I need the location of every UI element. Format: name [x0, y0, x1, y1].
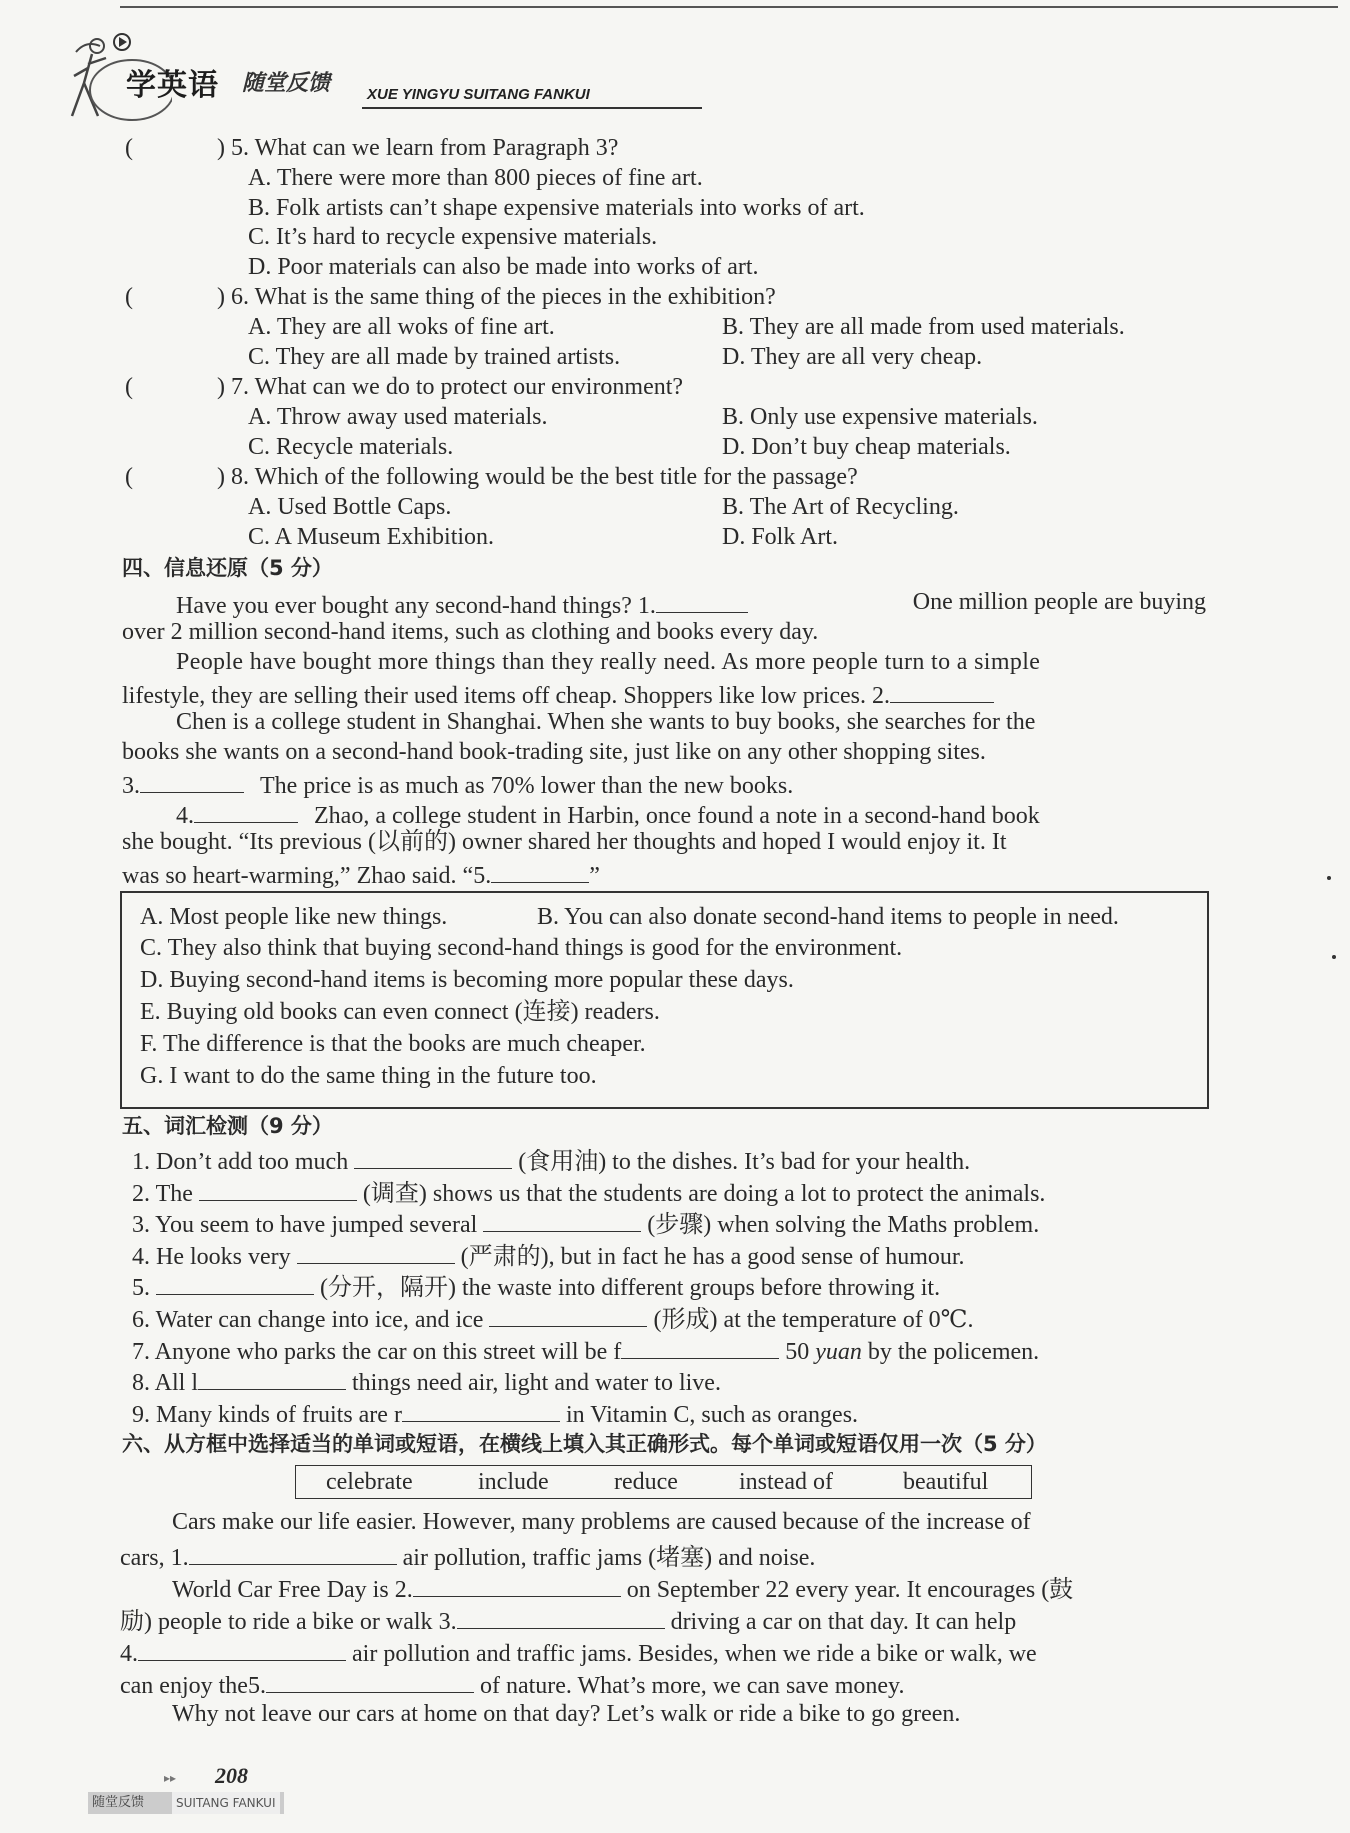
blank-field[interactable] [156, 1270, 314, 1295]
brand-pinyin: XUE YINGYU SUITANG FANKUI [367, 86, 590, 103]
option-8d: D. Folk Art. [722, 524, 839, 550]
option-6c: C. They are all made by trained artists. [248, 344, 621, 370]
blank-field[interactable] [489, 1302, 647, 1327]
blank-1[interactable]: 1. [638, 593, 748, 619]
passage-line: 4. Zhao, a college student in Harbin, once found a note in a second-hand book [176, 798, 1040, 830]
passage-line: can enjoy the5. of nature. What’s more, we can save money. [120, 1668, 904, 1700]
brand-title: 学英语 [126, 68, 219, 103]
blank-6-3[interactable]: 3. [439, 1609, 665, 1635]
vocab-item-7: 7. Anyone who parks the car on this street will be f 50 yuan by the policemen. [132, 1334, 1039, 1366]
option-6a: A. They are all woks of fine art. [248, 314, 555, 340]
option-7c: C. Recycle materials. [248, 434, 454, 460]
passage-line: Cars make our life easier. However, many problems are caused because of the increase of [172, 1509, 1031, 1535]
option-g: G. I want to do the same thing in the future too. [140, 1063, 597, 1089]
header-rule [362, 107, 702, 109]
section-5-title: 五、词汇检测（9 分） [122, 1114, 333, 1138]
vocab-item-2: 2. The (调查) shows us that the students are doing a lot to protect the animals. [132, 1176, 1045, 1208]
option-8b: B. The Art of Recycling. [722, 494, 959, 520]
blank-4[interactable]: 4. [176, 803, 298, 829]
option-e: E. Buying old books can even connect (连接) readers. [140, 999, 660, 1025]
question-stem: 5. What can we learn from Paragraph 3? [231, 135, 619, 161]
question-stem: 8. Which of the following would be the best title for the passage? [231, 464, 858, 490]
section-4-options-box [120, 891, 1209, 1109]
vocab-item-8: 8. All l things need air, light and water to live. [132, 1365, 721, 1397]
footer-tag-en: SUITANG FANKUI [172, 1792, 280, 1814]
footer-tag-cn: 随堂反馈 [92, 1795, 145, 1810]
blank-field[interactable] [354, 1144, 512, 1169]
passage-line: over 2 million second-hand items, such as clothing and books every day. [122, 619, 819, 645]
answer-paren[interactable]: ( ) [125, 374, 225, 400]
passage-line: 励) people to ride a bike or walk 3. driving a car on that day. It can help [120, 1604, 1016, 1636]
brand-subtitle: 随堂反馈 [242, 71, 331, 96]
question-stem: 7. What can we do to protect our environment? [231, 374, 684, 400]
top-rule [120, 6, 1338, 8]
vocab-item-6: 6. Water can change into ice, and ice (形成) at the temperature of 0℃. [132, 1302, 974, 1334]
option-5d: D. Poor materials can also be made into works of art. [248, 254, 759, 280]
passage-line: 4. air pollution and traffic jams. Besides, when we ride a bike or walk, we [120, 1636, 1037, 1668]
blank-6-1[interactable]: 1. [171, 1545, 397, 1571]
passage-line: cars, 1. air pollution, traffic jams (堵塞) and noise. [120, 1540, 815, 1572]
margin-mark [1332, 955, 1336, 959]
option-d: D. Buying second-hand items is becoming more popular these days. [140, 967, 794, 993]
word-bank-item: reduce [614, 1469, 678, 1495]
blank-6-2[interactable]: 2. [395, 1577, 621, 1603]
answer-paren[interactable]: ( ) [125, 284, 225, 310]
passage-line: People have bought more things than they really need. As more people turn to a simple [176, 649, 1041, 675]
question-stem: 6. What is the same thing of the pieces in the exhibition? [231, 284, 776, 310]
passage-line: Why not leave our cars at home on that day? Let’s walk or ride a bike to go green. [172, 1701, 961, 1727]
option-5a: A. There were more than 800 pieces of fine art. [248, 165, 703, 191]
page-header [62, 28, 662, 128]
page-number: 208 [215, 1763, 248, 1788]
blank-field[interactable] [199, 1176, 357, 1201]
section-4-title: 四、信息还原（5 分） [122, 556, 333, 580]
blank-2[interactable]: 2. [872, 683, 994, 709]
word-bank-item: beautiful [903, 1469, 989, 1495]
passage-line: World Car Free Day is 2. on September 22 every year. It encourages (鼓 [172, 1572, 1073, 1604]
margin-mark [1327, 876, 1331, 880]
blank-field[interactable] [297, 1239, 455, 1264]
blank-6-5[interactable]: 5. [248, 1673, 474, 1699]
question-6 [125, 283, 776, 311]
word-bank-item: celebrate [326, 1469, 413, 1495]
passage-line: Have you ever bought any second-hand things? 1. One million people are buying [176, 589, 1206, 619]
vocab-item-4: 4. He looks very (严肃的), but in fact he has a good sense of humour. [132, 1239, 965, 1271]
option-f: F. The difference is that the books are much cheaper. [140, 1031, 646, 1057]
blank-6-4[interactable]: 4. [120, 1641, 346, 1667]
passage-line: was so heart-warming,” Zhao said. “5. ” [122, 858, 600, 890]
option-a: A. Most people like new things. [140, 904, 448, 930]
option-8c: C. A Museum Exhibition. [248, 524, 495, 550]
vocab-item-1: 1. Don’t add too much (食用油) to the dishes. It’s bad for your health. [132, 1144, 970, 1176]
option-7d: D. Don’t buy cheap materials. [722, 434, 1011, 460]
option-5b: B. Folk artists can’t shape expensive materials into works of art. [248, 195, 865, 221]
passage-line: lifestyle, they are selling their used items off cheap. Shoppers like low prices. 2. [122, 678, 994, 710]
vocab-item-9: 9. Many kinds of fruits are r in Vitamin C, such as oranges. [132, 1397, 858, 1429]
word-bank-box [295, 1465, 1032, 1499]
answer-paren[interactable]: ( ) [125, 464, 225, 490]
option-c: C. They also think that buying second-hand things is good for the environment. [140, 935, 903, 961]
section-6-title: 六、从方框中选择适当的单词或短语，在横线上填入其正确形式。每个单词或短语仅用一次（5 分） [122, 1432, 1047, 1456]
blank-field[interactable] [621, 1334, 779, 1359]
passage-line: she bought. “Its previous (以前的) owner shared her thoughts and hoped I would enjoy it. It [122, 829, 1007, 855]
option-7a: A. Throw away used materials. [248, 404, 548, 430]
option-b: B. You can also donate second-hand items to people in need. [537, 904, 1119, 930]
passage-line: books she wants on a second-hand book-trading site, just like on any other shopping sites. [122, 739, 986, 765]
option-6b: B. They are all made from used materials. [722, 314, 1125, 340]
option-8a: A. Used Bottle Caps. [248, 494, 452, 520]
word-bank-item: include [478, 1469, 549, 1495]
blank-field[interactable] [483, 1207, 641, 1232]
passage-line: Chen is a college student in Shanghai. When she wants to buy books, she searches for the [176, 709, 1036, 735]
question-7 [125, 373, 683, 401]
option-6d: D. They are all very cheap. [722, 344, 983, 370]
word-bank-item: instead of [739, 1469, 833, 1495]
blank-field[interactable] [402, 1397, 560, 1422]
option-5c: C. It’s hard to recycle expensive materials. [248, 224, 658, 250]
footer-tag [88, 1792, 284, 1814]
question-5 [125, 134, 618, 162]
passage-line: 3. The price is as much as 70% lower than the new books. [122, 768, 793, 800]
blank-field[interactable] [198, 1365, 346, 1390]
vocab-item-5: 5. (分开，隔开) the waste into different groups before throwing it. [132, 1270, 940, 1302]
double-arrow-icon: ▸▸ [164, 1771, 177, 1785]
answer-paren[interactable]: ( ) [125, 135, 225, 161]
blank-5[interactable]: 5. [473, 863, 589, 889]
vocab-item-3: 3. You seem to have jumped several (步骤) when solving the Maths problem. [132, 1207, 1039, 1239]
question-8 [125, 463, 858, 491]
option-7b: B. Only use expensive materials. [722, 404, 1038, 430]
blank-3[interactable]: 3. [122, 773, 244, 799]
